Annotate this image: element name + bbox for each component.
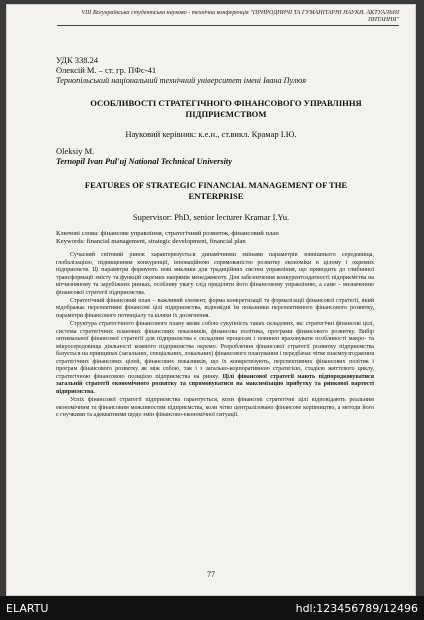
paragraph-1: Сучасний світовий ринок характеризується динамічними змінами параметрів зовнішнього середовища, глобалізацією, підвищенням конкуренції, інноваційною спрямованістю розвитку економіки в цілому і окремих підприємств. Ці параметри формують нові виклики для традиційних систем управління, що приводить до глибинної трансформації змісту та функцій окремих напрямів менеджменту. Для забезпечення конкурентоздатності підприємства на вітчизняному та зарубіжних ринках, особливу увагу слід приділяти його фінансовому управлінню, а саме – визначенню фінансової стратегії підприємства. (56, 252, 374, 296)
paper-page (6, 4, 416, 596)
page-number: 77 (207, 570, 215, 579)
handle-id: hdl:123456789/12496 (295, 602, 418, 615)
institution-line: Тернопільський національний технічний університет імені Івана Пулюя (56, 76, 307, 85)
en-institution-line: Ternopil Ivan Pul'uj National Technical University (56, 157, 232, 166)
body-text (56, 252, 374, 420)
en-paper-title: FEATURES OF STRATEGIC FINANCIAL MANAGEMENT OF THE ENTERPRISE (84, 180, 348, 201)
supervisor-line: Науковий керівник: к.е.н., ст.викл. Крамар І.Ю. (125, 129, 297, 139)
keywords-ua: Ключові слова: фінансове управління, стратегічний розвиток, фінансовий план (56, 230, 279, 237)
viewer-footer-bar (0, 596, 424, 620)
paragraph-3-text: Структура стратегічного фінансового плану являє собою сукупність таких складових, як: стратегічні фінансові цілі, система стратегічних планових фінансових показників, фінансова політика, програми фінансового розвитку. Вибір оптимальної фінансової стратегії для підприємства є складним процесом і повинен враховувати особливості макро- та мікросередовища діяльності кожного підприємства окремо. Розроблення фінансової стратегії розвитку підприємства базується на принципах (загальних, спеціальних, локальних) фінансового планування і передбачає чітке взаємоузгодження стратегічних фінансових цілей, фінансових показників, що їх конкретизують, перспективних фінансових політик і програм фінансового розвитку як між собою, так і з загально-корпоративною стратегією, стадією життєвого циклу, стратегічною фінансовою позицією підприємства на ринку. (56, 321, 374, 380)
keywords-block (56, 230, 375, 247)
keywords-en: Keywords: financial management, strategic development, financial plan (56, 238, 246, 246)
paper-title: ОСОБЛИВОСТІ СТРАТЕГІЧНОГО ФІНАНСОВОГО УПРАВЛІННЯ ПІДПРИЄМСТВОМ (90, 98, 362, 119)
paragraph-3-bold: Цілі фінансової стратегії мають підпорядковуватися загальній стратегії економічного розвитку та спрямовуватися на максимізацію прибутку та ринкової вартості підприємства. (56, 373, 374, 396)
en-supervisor-line: Supervisor: PhD, senior lecturer Kramar I.Yu. (132, 212, 290, 222)
paragraph-2: Стратегічний фінансовий план – важливий елемент, форма конкретизації та формалізації фінансової стратегії, який відображає перспективні фінансові цілі підприємства, відповідні їм показники перспективного фінансового розвитку, параметри фінансового потенціалу та шляхи їх досягнення. (56, 297, 374, 319)
en-author-line: Oleksiy M. (56, 146, 95, 156)
conference-header: VIII Всеукраїнська студентська науково - технічна конференція "ПРИРОДНИЧІ ТА ГУМАНІТАРНІ НАУКИ. АКТУАЛЬНІ ПИТАННЯ" (57, 10, 399, 26)
udk-code: УДК 338.24 (56, 55, 99, 65)
author-line: Олексій М. – ст. гр. ПФс-41 (56, 65, 157, 75)
repository-name: ELARTU (6, 602, 49, 615)
paragraph-3 (56, 321, 374, 396)
paragraph-4: Успіх фінансової стратегії підприємства гарантується, коли фінансові стратегічні цілі відповідають реальним економічним та фінансовим можливостям підприємства, коли чітко централізовано фінансове керівництво, а методи його є гнучкими та адекватними щодо змін фінансово-економічної ситуації. (56, 397, 374, 419)
